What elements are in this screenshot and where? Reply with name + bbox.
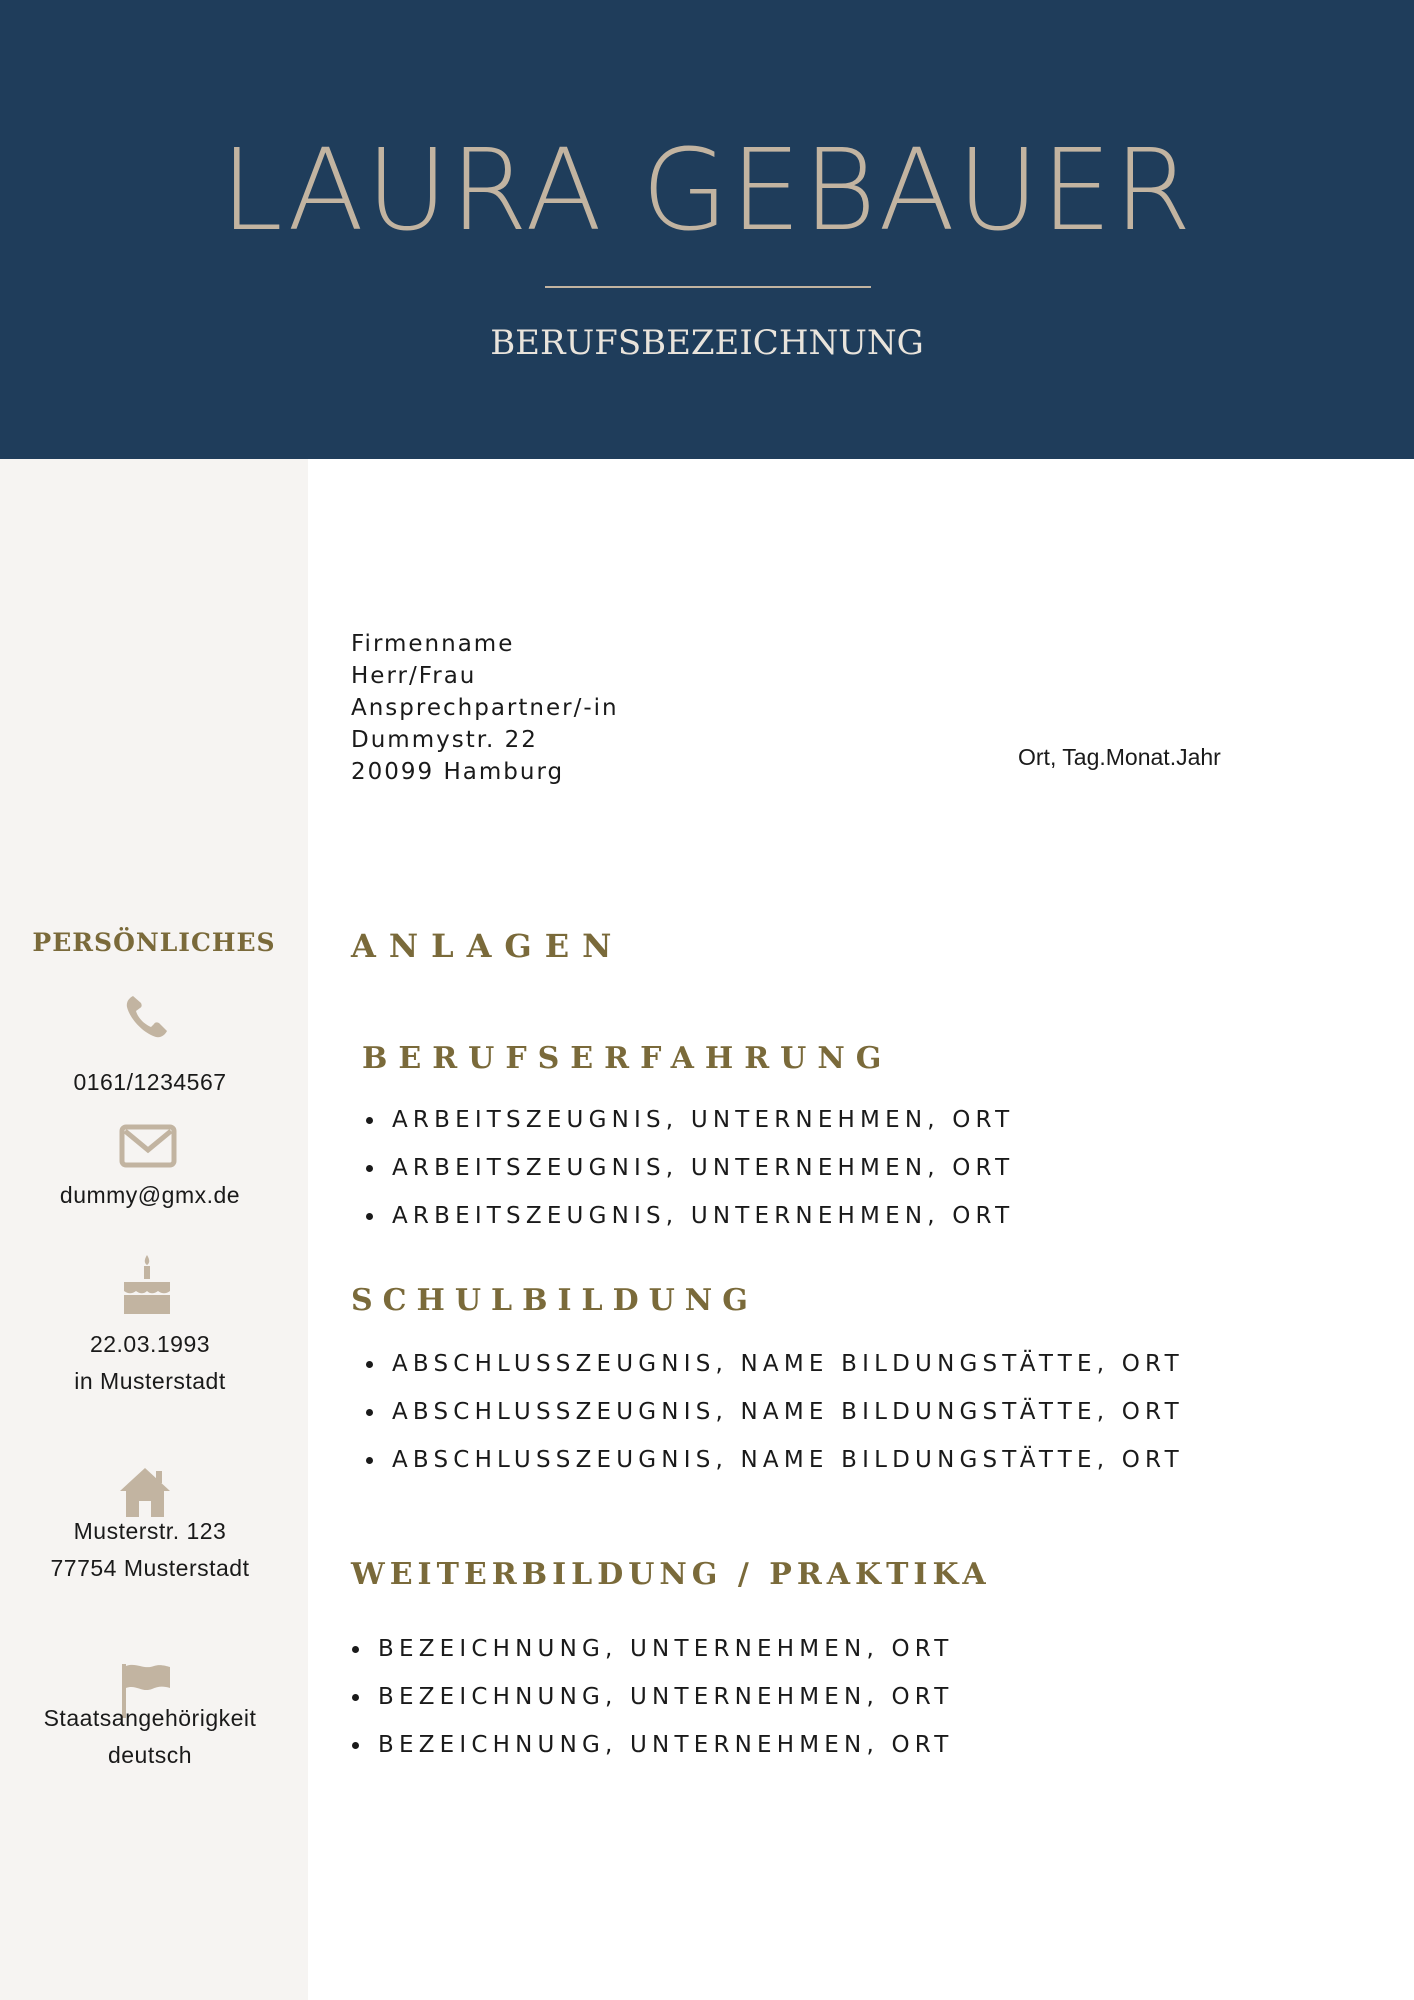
email-address: dummy@gmx.de: [59, 1182, 241, 1208]
phone-icon: [123, 993, 171, 1041]
birthday-cake-icon: [120, 1253, 174, 1315]
page-title: ANLAGEN: [351, 927, 625, 965]
recipient-line: Firmenname: [351, 631, 515, 657]
job-title: BERUFSBEZEICHNUNG: [490, 323, 924, 363]
birth-place: in Musterstadt: [74, 1368, 226, 1394]
list-item: BEZEICHNUNG, UNTERNEHMEN, ORT: [348, 1673, 954, 1721]
list-item: BEZEICHNUNG, UNTERNEHMEN, ORT: [348, 1721, 954, 1769]
list-item: ABSCHLUSSZEUGNIS, NAME BILDUNGSTÄTTE, ORT: [362, 1436, 1184, 1484]
list-item: ARBEITSZEUGNIS, UNTERNEHMEN, ORT: [362, 1144, 1014, 1192]
phone-number: 0161/1234567: [73, 1069, 227, 1095]
city-address: 77754 Musterstadt: [50, 1555, 250, 1581]
envelope-icon: [119, 1124, 177, 1168]
list-item: ARBEITSZEUGNIS, UNTERNEHMEN, ORT: [362, 1096, 1014, 1144]
sidebar-title: PERSÖNLICHES: [32, 928, 276, 957]
section-heading-education: SCHULBILDUNG: [351, 1283, 758, 1318]
recipient-line: Ansprechpartner/-in: [351, 695, 619, 721]
recipient-address: [351, 628, 619, 788]
recipient-line: Dummystr. 22: [351, 727, 538, 753]
section-heading-training: WEITERBILDUNG / PRAKTIKA: [351, 1557, 991, 1592]
recipient-line: Herr/Frau: [351, 663, 477, 689]
nationality-label: Staatsangehörigkeit: [43, 1705, 257, 1731]
recipient-line: 20099 Hamburg: [351, 759, 565, 785]
name-divider: [545, 286, 871, 288]
birth-date: 22.03.1993: [89, 1331, 211, 1357]
list-item: BEZEICHNUNG, UNTERNEHMEN, ORT: [348, 1625, 954, 1673]
nationality-value: deutsch: [107, 1742, 193, 1768]
header-banner: [0, 0, 1414, 459]
applicant-name: LAURA GEBAUER: [220, 126, 1194, 256]
section-heading-experience: BERUFSERFAHRUNG: [362, 1041, 893, 1076]
list-item: ARBEITSZEUGNIS, UNTERNEHMEN, ORT: [362, 1192, 1014, 1240]
list-item: ABSCHLUSSZEUGNIS, NAME BILDUNGSTÄTTE, ORT: [362, 1388, 1184, 1436]
street-address: Musterstr. 123: [73, 1518, 227, 1544]
letter-date: Ort, Tag.Monat.Jahr: [1018, 744, 1221, 770]
experience-list: [362, 1096, 1014, 1240]
education-list: [362, 1340, 1184, 1484]
training-list: [348, 1625, 954, 1769]
list-item: ABSCHLUSSZEUGNIS, NAME BILDUNGSTÄTTE, ORT: [362, 1340, 1184, 1388]
home-icon: [117, 1465, 173, 1519]
